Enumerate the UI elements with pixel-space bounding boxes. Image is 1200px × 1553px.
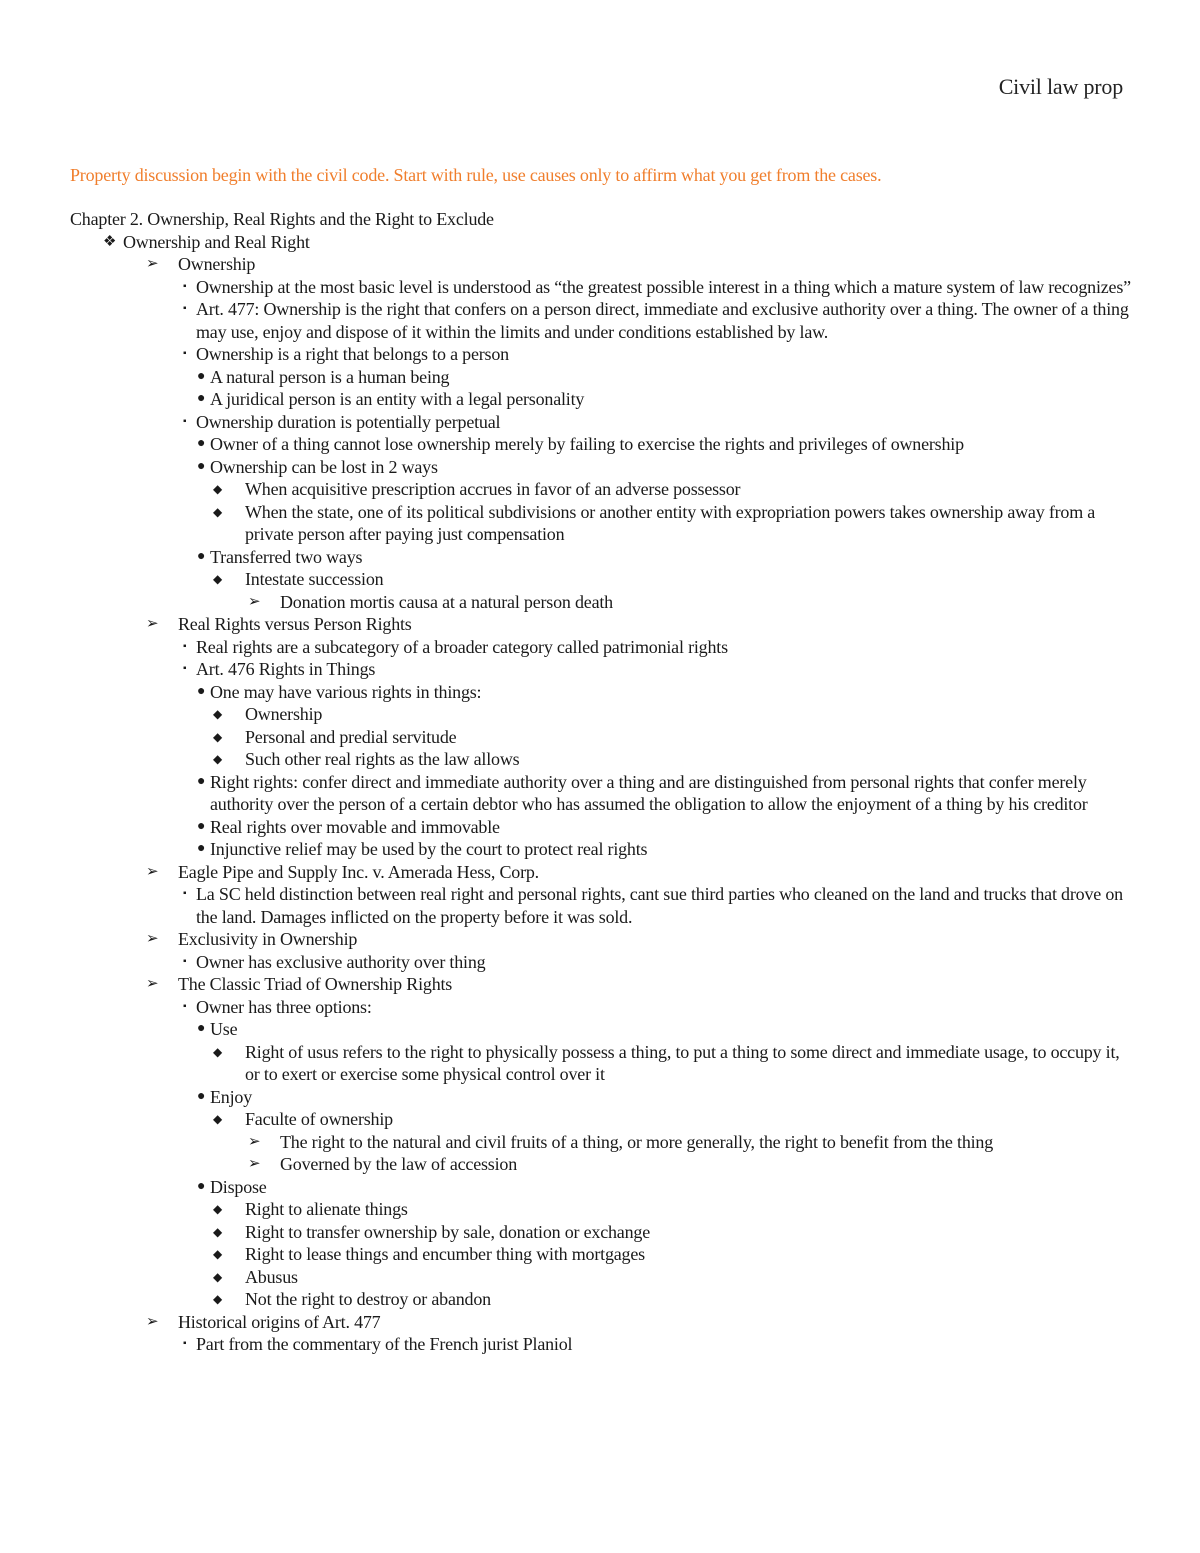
star-bullet-icon: ❖ bbox=[103, 233, 117, 250]
outline-item-text: Ownership duration is potentially perpetual bbox=[196, 411, 501, 432]
outline-item bbox=[70, 636, 1132, 659]
square-bullet-icon: ▪ bbox=[183, 303, 187, 314]
outline-item bbox=[70, 748, 1132, 771]
outline-item-text: When acquisitive prescription accrues in favor of an adverse possessor bbox=[245, 479, 741, 499]
outline-item-text: Right to alienate things bbox=[245, 1199, 408, 1219]
outline-item bbox=[70, 951, 1132, 974]
diamond-bullet-icon: ◆ bbox=[213, 1112, 223, 1126]
outline-item bbox=[70, 996, 1132, 1019]
diamond-bullet-icon: ◆ bbox=[213, 1292, 223, 1306]
diamond-bullet-icon: ◆ bbox=[213, 572, 223, 586]
square-bullet-icon: ▪ bbox=[183, 955, 187, 967]
outline-item-text: Historical origins of Art. 477 bbox=[178, 1311, 381, 1332]
outline bbox=[70, 208, 1132, 1356]
outline-item bbox=[70, 411, 1132, 434]
outline-item bbox=[70, 928, 1132, 951]
intro-note: Property discussion begin with the civil code. Start with rule, use causes only to affirm what you get from the cases. bbox=[70, 165, 882, 185]
outline-item bbox=[70, 343, 1132, 366]
outline-item-text: Ownership is a right that belongs to a person bbox=[196, 344, 509, 364]
dot-bullet-icon: ● bbox=[197, 391, 206, 406]
square-bullet-icon: ▪ bbox=[183, 888, 187, 899]
square-bullet-icon: ▪ bbox=[183, 415, 187, 427]
outline-item-text: Owner has three options: bbox=[196, 996, 372, 1017]
outline-item-text: A juridical person is an entity with a legal personality bbox=[210, 389, 585, 409]
outline-item-text: Transferred two ways bbox=[210, 546, 363, 567]
dot-bullet-icon: ● bbox=[197, 1021, 206, 1036]
outline-item-text: Enjoy bbox=[210, 1086, 252, 1107]
outline-item bbox=[70, 501, 1132, 546]
outline-item-text: Use bbox=[210, 1019, 238, 1039]
diamond-bullet-icon: ◆ bbox=[213, 1247, 223, 1261]
outline-item-text: Not the right to destroy or abandon bbox=[245, 1289, 491, 1309]
outline-item bbox=[70, 726, 1132, 749]
outline-item-text: Eagle Pipe and Supply Inc. v. Amerada Hess, Corp. bbox=[178, 861, 539, 882]
outline-item-text: Ownership can be lost in 2 ways bbox=[210, 456, 438, 477]
outline-item-text: One may have various rights in things: bbox=[210, 681, 482, 702]
dot-bullet-icon: ● bbox=[197, 1088, 206, 1104]
outline-item-text: Right rights: confer direct and immediate authority over a thing and are distinguished from personal rights that confer merely authority over the person of a certain debtor who has assumed the obligation to allow the enjoyment of a thing by his creditor bbox=[210, 771, 1088, 814]
outline-item bbox=[70, 366, 1132, 389]
outline-item-text: Faculte of ownership bbox=[245, 1109, 393, 1129]
outline-item bbox=[70, 388, 1132, 411]
outline-item-text: Owner has exclusive authority over thing bbox=[196, 951, 486, 972]
outline-item-text: Intestate succession bbox=[245, 569, 384, 589]
outline-item bbox=[70, 681, 1132, 704]
outline-item bbox=[70, 1153, 1132, 1176]
outline-item bbox=[70, 1288, 1132, 1311]
outline-item-text: Governed by the law of accession bbox=[280, 1154, 518, 1174]
outline-item-text: Ownership bbox=[245, 704, 323, 724]
outline-item bbox=[70, 1086, 1132, 1109]
page-header-title: Civil law prop bbox=[998, 74, 1123, 99]
dot-bullet-icon: ● bbox=[197, 1178, 206, 1194]
outline-item bbox=[70, 591, 1132, 614]
outline-item-text: Right of usus refers to the right to physically possess a thing, to put a thing to some direct and immediate usage, to occupy it, or to exert or exercise some physical control over it bbox=[245, 1041, 1120, 1084]
outline-item bbox=[70, 883, 1132, 928]
outline-item-text: A natural person is a human being bbox=[210, 366, 450, 387]
diamond-bullet-icon: ◆ bbox=[213, 504, 223, 519]
outline-item bbox=[70, 1018, 1132, 1041]
square-bullet-icon: ▪ bbox=[183, 1000, 187, 1012]
outline-item bbox=[70, 1243, 1132, 1266]
outline-item bbox=[70, 861, 1132, 884]
outline-item bbox=[70, 1176, 1132, 1199]
arrow-bullet-icon: ➢ bbox=[248, 1156, 261, 1172]
outline-item-text: Part from the commentary of the French jurist Planiol bbox=[196, 1334, 573, 1354]
outline-item-text: Right to lease things and encumber thing with mortgages bbox=[245, 1244, 645, 1264]
square-bullet-icon: ▪ bbox=[183, 1338, 187, 1349]
dot-bullet-icon: ● bbox=[197, 368, 206, 384]
outline-item bbox=[70, 771, 1132, 816]
outline-item bbox=[70, 208, 1132, 231]
outline-item bbox=[70, 816, 1132, 839]
outline-item bbox=[70, 1333, 1132, 1356]
dot-bullet-icon: ● bbox=[197, 458, 206, 474]
diamond-bullet-icon: ◆ bbox=[213, 729, 223, 744]
diamond-bullet-icon: ◆ bbox=[213, 752, 223, 766]
arrow-bullet-icon: ➢ bbox=[248, 1133, 261, 1150]
outline-item-text: Real rights are a subcategory of a broader category called patrimonial rights bbox=[196, 636, 728, 657]
arrow-bullet-icon: ➢ bbox=[146, 863, 159, 880]
outline-item bbox=[70, 1131, 1132, 1154]
outline-item bbox=[70, 478, 1132, 501]
outline-item-text: The right to the natural and civil fruits of a thing, or more generally, the right to benefit from the thing bbox=[280, 1131, 994, 1152]
outline-item-text: Ownership and Real Right bbox=[123, 231, 310, 252]
outline-item bbox=[70, 1041, 1132, 1086]
square-bullet-icon: ▪ bbox=[183, 663, 187, 674]
outline-item-text: The Classic Triad of Ownership Rights bbox=[178, 974, 453, 994]
dot-bullet-icon: ● bbox=[197, 818, 206, 834]
outline-item-text: Real rights over movable and immovable bbox=[210, 816, 500, 837]
outline-item bbox=[70, 658, 1132, 681]
outline-item bbox=[70, 838, 1132, 861]
outline-item-text: Art. 477: Ownership is the right that confers on a person direct, immediate and exclusive authority over a thing. The owner of a thing may use, enjoy and dispose of it within the limits and under conditions established by law. bbox=[196, 299, 1129, 342]
outline-item bbox=[70, 546, 1132, 569]
arrow-bullet-icon: ➢ bbox=[146, 976, 159, 992]
outline-item bbox=[70, 1221, 1132, 1244]
diamond-bullet-icon: ◆ bbox=[213, 482, 223, 496]
dot-bullet-icon: ● bbox=[197, 548, 206, 564]
outline-item bbox=[70, 298, 1132, 343]
outline-item bbox=[70, 568, 1132, 591]
diamond-bullet-icon: ◆ bbox=[213, 1269, 223, 1284]
dot-bullet-icon: ● bbox=[197, 683, 206, 699]
arrow-bullet-icon: ➢ bbox=[146, 256, 159, 272]
outline-item bbox=[70, 1198, 1132, 1221]
outline-item-text: Ownership bbox=[178, 254, 256, 274]
outline-item bbox=[70, 1108, 1132, 1131]
outline-item-text: Art. 476 Rights in Things bbox=[196, 659, 376, 679]
outline-item-text: Personal and predial servitude bbox=[245, 726, 457, 747]
dot-bullet-icon: ● bbox=[197, 841, 206, 856]
outline-item-text: La SC held distinction between real right and personal rights, cant sue third parties who cleaned on the land and trucks that drove on the land. Damages inflicted on the property before it was sold. bbox=[196, 884, 1123, 927]
outline-item-text: Donation mortis causa at a natural person death bbox=[280, 591, 613, 612]
outline-item-text: Real Rights versus Person Rights bbox=[178, 614, 412, 634]
outline-item bbox=[70, 276, 1132, 299]
outline-item-text: Right to transfer ownership by sale, donation or exchange bbox=[245, 1221, 650, 1242]
square-bullet-icon: ▪ bbox=[183, 280, 187, 292]
outline-item-text: Chapter 2. Ownership, Real Rights and the Right to Exclude bbox=[70, 209, 494, 229]
outline-item-text: Injunctive relief may be used by the court to protect real rights bbox=[210, 839, 648, 859]
dot-bullet-icon: ● bbox=[197, 773, 206, 789]
square-bullet-icon: ▪ bbox=[183, 348, 187, 359]
outline-item-text: Owner of a thing cannot lose ownership merely by failing to exercise the rights and privileges of ownership bbox=[210, 434, 964, 454]
outline-item bbox=[70, 1311, 1132, 1334]
outline-item bbox=[70, 433, 1132, 456]
outline-item-text: Such other real rights as the law allows bbox=[245, 749, 520, 769]
arrow-bullet-icon: ➢ bbox=[146, 931, 159, 947]
outline-item bbox=[70, 973, 1132, 996]
outline-item-text: When the state, one of its political subdivisions or another entity with expropriation powers takes ownership away from a private person after paying just compensation bbox=[245, 501, 1096, 544]
square-bullet-icon: ▪ bbox=[183, 640, 187, 652]
diamond-bullet-icon: ◆ bbox=[213, 1224, 223, 1239]
outline-item bbox=[70, 1266, 1132, 1289]
outline-item-text: Dispose bbox=[210, 1176, 267, 1197]
diamond-bullet-icon: ◆ bbox=[213, 1044, 223, 1059]
diamond-bullet-icon: ◆ bbox=[213, 1202, 223, 1216]
outline-item bbox=[70, 231, 1132, 254]
arrow-bullet-icon: ➢ bbox=[146, 616, 159, 632]
arrow-bullet-icon: ➢ bbox=[146, 1313, 159, 1330]
diamond-bullet-icon: ◆ bbox=[213, 707, 223, 721]
arrow-bullet-icon: ➢ bbox=[248, 593, 261, 610]
outline-item-text: Exclusivity in Ownership bbox=[178, 929, 358, 949]
dot-bullet-icon: ● bbox=[197, 436, 206, 451]
outline-item-text: Abusus bbox=[245, 1266, 298, 1287]
outline-item bbox=[70, 456, 1132, 479]
outline-item-text: Ownership at the most basic level is understood as “the greatest possible interest in a thing which a mature system of law recognizes” bbox=[196, 276, 1131, 297]
outline-item bbox=[70, 253, 1132, 276]
outline-item bbox=[70, 703, 1132, 726]
outline-item bbox=[70, 613, 1132, 636]
